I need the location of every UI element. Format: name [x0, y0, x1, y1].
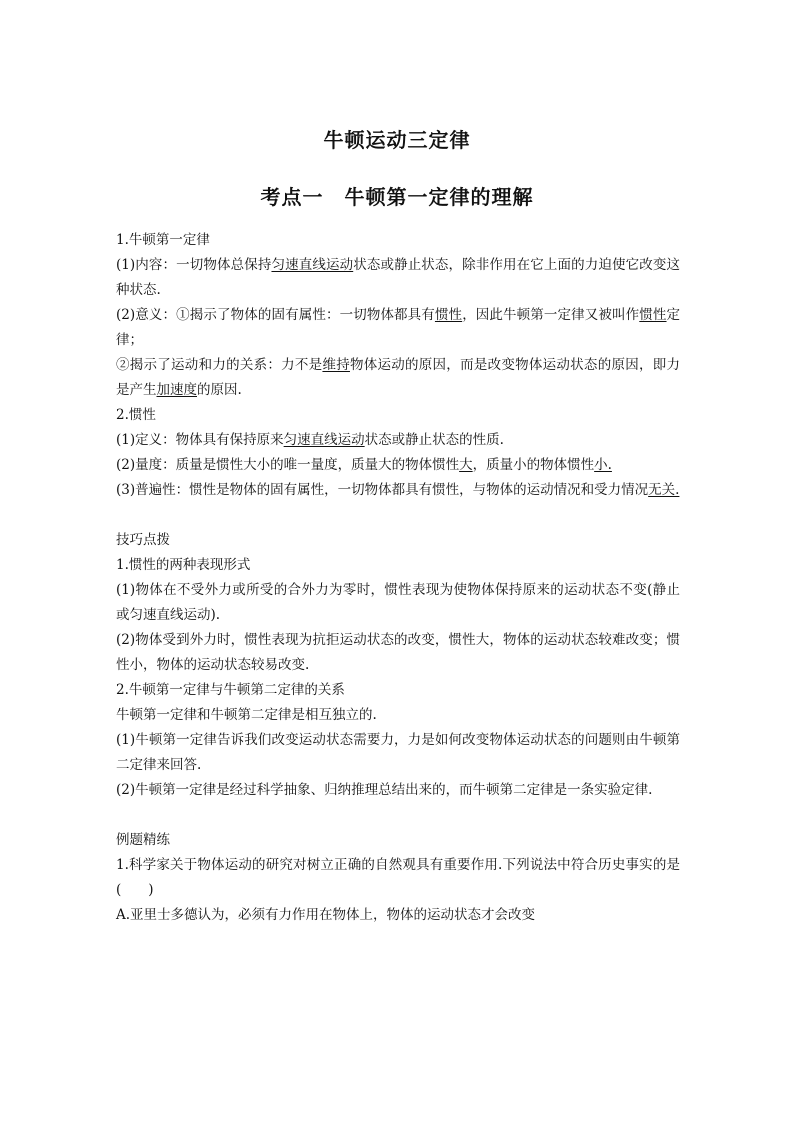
paragraph-measure: (2)量度：质量是惯性大小的唯一量度，质量大的物体惯性大，质量小的物体惯性小.: [116, 457, 612, 473]
tips-line: (1)牛顿第一定律告诉我们改变运动状态需要力，力是如何改变物体运动状态的问题则由牛顿第二定律来回答.: [116, 732, 680, 773]
heading-tips: 技巧点拨: [116, 532, 170, 548]
paragraph-relation: ②揭示了运动和力的关系：力不是维持物体运动的原因，而是改变物体运动状态的原因，即力是产生加速度的原因.: [116, 357, 681, 398]
paragraph-content: (1)内容：一切物体总保持匀速直线运动状态或静止状态，除非作用在它上面的力迫使它改变这种状态.: [116, 257, 681, 298]
example-option-a: A.亚里士多德认为，必须有力作用在物体上，物体的运动状态才会改变: [116, 907, 536, 923]
tips-line: (1)物体在不受外力或所受的合外力为零时，惯性表现为使物体保持原来的运动状态不变(静止或匀速直线运动).: [116, 582, 680, 623]
example-question: 1.科学家关于物体运动的研究对树立正确的自然观具有重要作用.下列说法中符合历史事实的是( ): [116, 857, 680, 898]
tips-line: (2)牛顿第一定律是经过科学抽象、归纳推理总结出来的，而牛顿第二定律是一条实验定律.: [116, 782, 653, 798]
section-title: 考点一 牛顿第一定律的理解: [260, 185, 534, 209]
heading-examples: 例题精练: [116, 832, 170, 848]
tips-line: 1.惯性的两种表现形式: [116, 557, 251, 573]
document-title: 牛顿运动三定律: [323, 128, 471, 152]
tips-line: (2)物体受到外力时，惯性表现为抗拒运动状态的改变，惯性大，物体的运动状态较难改变；惯性小，物体的运动状态较易改变.: [116, 632, 680, 673]
document-body: [116, 228, 680, 928]
tips-line: 2.牛顿第一定律与牛顿第二定律的关系: [116, 682, 345, 698]
paragraph-definition: (1)定义：物体具有保持原来匀速直线运动状态或静止状态的性质.: [116, 432, 504, 448]
paragraph-universality: (3)普遍性：惯性是物体的固有属性，一切物体都具有惯性，与物体的运动情况和受力情况无关.: [116, 482, 680, 498]
paragraph-meaning: (2)意义：①揭示了物体的固有属性：一切物体都具有惯性，因此牛顿第一定律又被叫作惯性定律；: [116, 307, 681, 348]
heading-inertia: 2.惯性: [116, 407, 156, 423]
tips-line: 牛顿第一定律和牛顿第二定律是相互独立的.: [116, 707, 377, 723]
heading-newton-first-law: 1.牛顿第一定律: [116, 232, 210, 248]
